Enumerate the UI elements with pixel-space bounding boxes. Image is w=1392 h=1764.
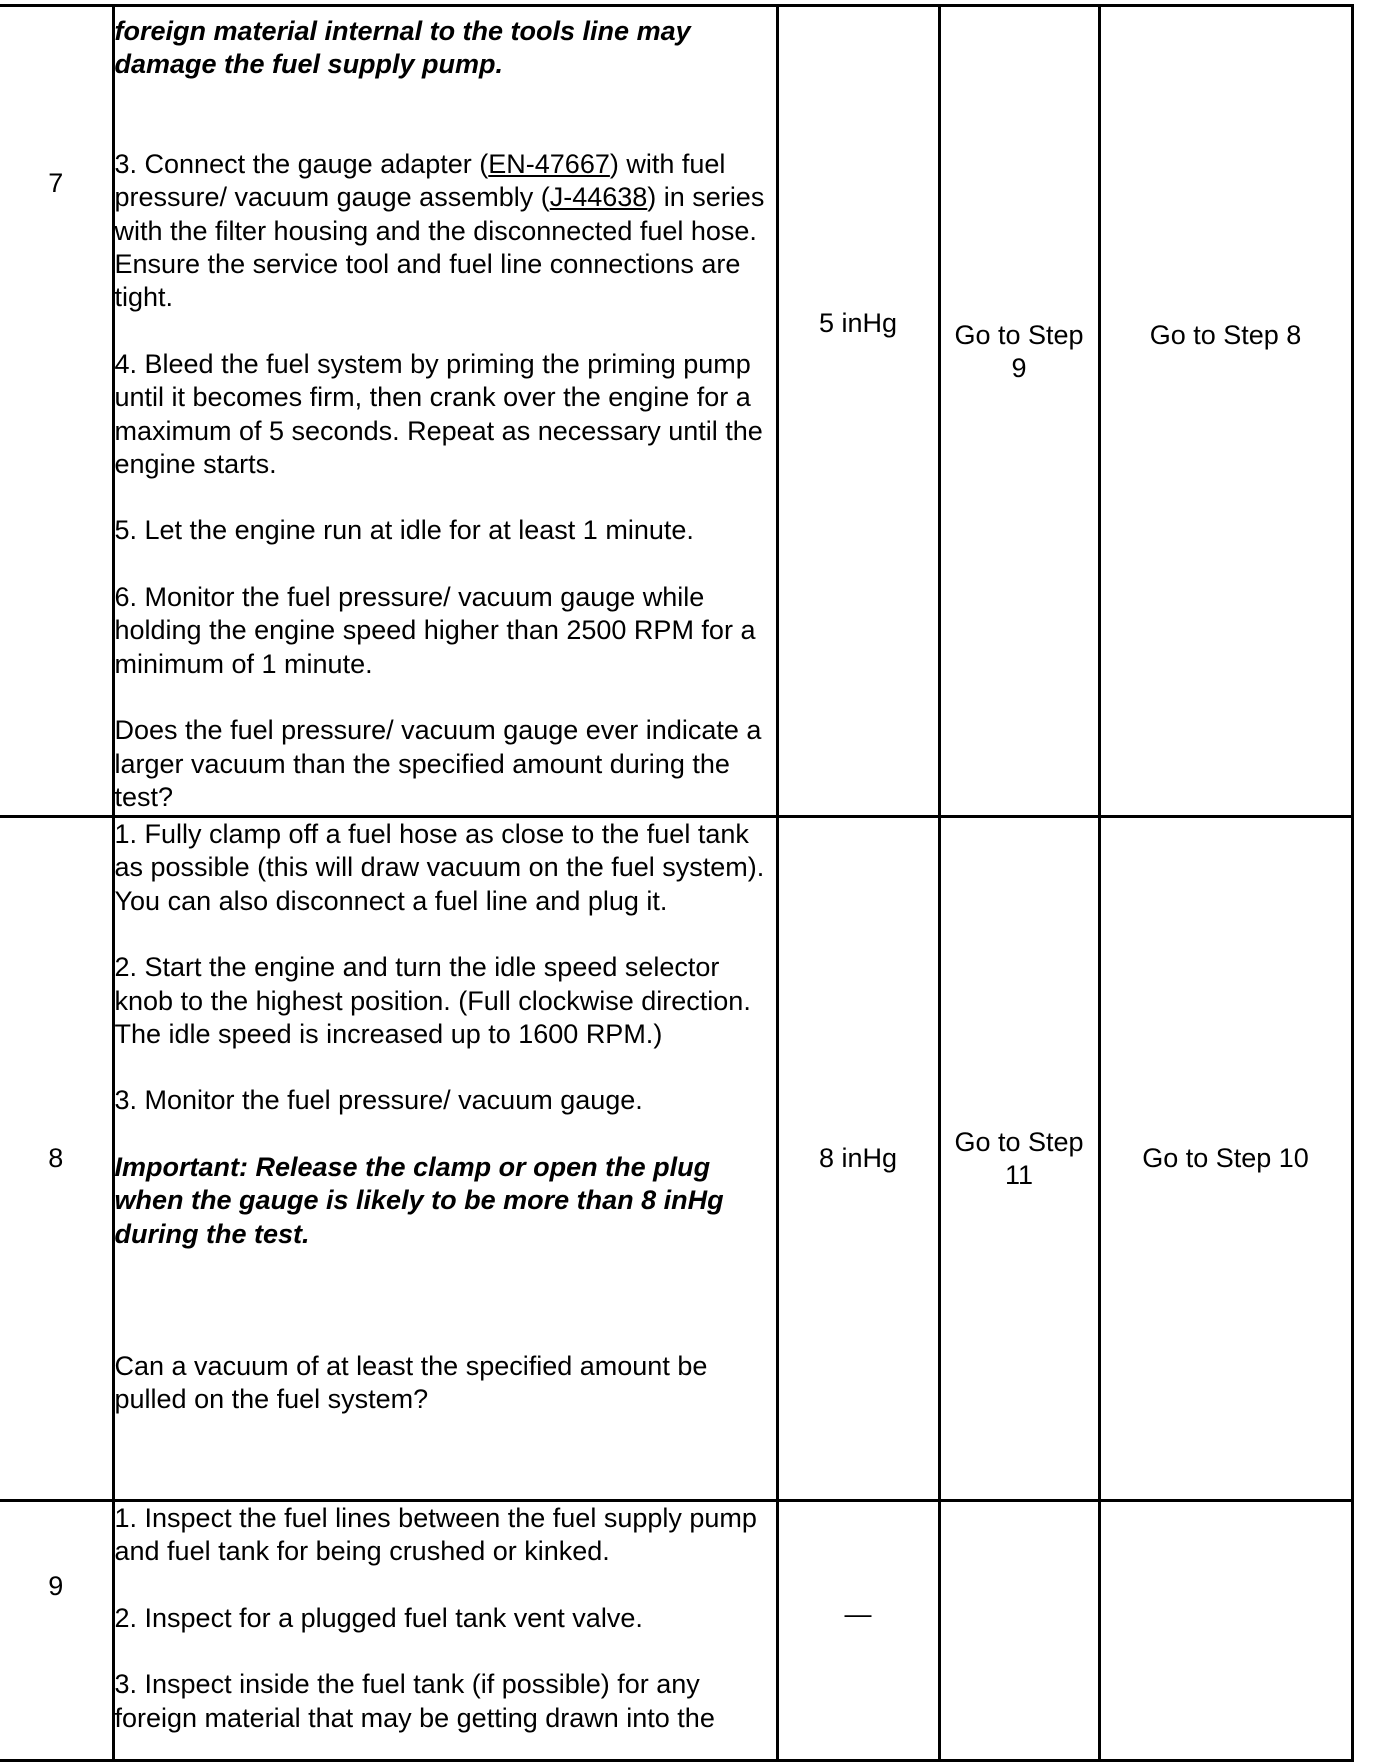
tool-link-j-44638[interactable]: J-44638 xyxy=(549,182,648,213)
action-item-4: 4. Bleed the fuel system by priming the priming pump until it becomes firm, then crank over the engine for a maximum of 5 seconds. Repeat as necessary until the engine starts. xyxy=(114,348,763,480)
value-cell xyxy=(777,6,939,817)
yes-action: Go to Step 11 xyxy=(954,1126,1084,1190)
diagnostic-table xyxy=(0,4,1354,1762)
no-cell xyxy=(1099,6,1352,817)
action-item-3: 3. Connect the gauge adapter (EN-47667) with fuel pressure/ vacuum gauge assembly (J-44638) in series with the filter housing and the disconnected fuel hose. Ensure the service tool and fuel line connections are tight. xyxy=(114,148,765,313)
action-item-3: 3. Inspect inside the fuel tank (if possible) for any foreign material that may be getting drawn into the xyxy=(114,1669,715,1733)
step-number-cell xyxy=(0,1501,113,1761)
important-note: Important: Release the clamp or open the plug when the gauge is likely to be more than 8 inHg during the test. xyxy=(114,1151,724,1249)
yes-cell xyxy=(939,817,1099,1501)
action-item-1: 1. Fully clamp off a fuel hose as close to the fuel tank as possible (this will draw vacuum on the fuel system). You can also disconnect a fuel line and plug it. xyxy=(114,819,765,916)
table-row-step-9 xyxy=(0,1501,1352,1761)
table-row-step-7 xyxy=(0,6,1352,817)
warning-text: foreign material internal to the tools line may damage the fuel supply pump. xyxy=(114,16,691,80)
action-item-3: 3. Monitor the fuel pressure/ vacuum gauge. xyxy=(114,1085,643,1116)
step-number-cell xyxy=(0,6,113,817)
step-number-cell xyxy=(0,817,113,1501)
action-cell xyxy=(113,6,777,817)
no-action: Go to Step 8 xyxy=(1149,320,1302,350)
no-action: Go to Step 10 xyxy=(1142,1143,1309,1173)
yes-action: Go to Step 9 xyxy=(954,320,1084,383)
yes-cell xyxy=(939,1501,1099,1761)
action-cell xyxy=(113,817,777,1501)
no-cell xyxy=(1099,1501,1352,1761)
table-row-step-8 xyxy=(0,817,1352,1501)
action-question: Does the fuel pressure/ vacuum gauge ever indicate a larger vacuum than the specified amount during the test? xyxy=(114,715,762,812)
no-cell xyxy=(1099,817,1352,1501)
value-text: 8 inHg xyxy=(818,1143,898,1173)
action-question: Can a vacuum of at least the specified amount be pulled on the fuel system? xyxy=(114,1351,708,1415)
action-cell xyxy=(113,1501,777,1761)
step-number: 9 xyxy=(48,1571,64,1601)
action-item-2: 2. Start the engine and turn the idle speed selector knob to the highest position. (Full clockwise direction. The idle speed is increased up to 1600 RPM.) xyxy=(114,952,751,1050)
value-cell xyxy=(777,1501,939,1761)
step-number: 7 xyxy=(48,168,64,198)
action-item-1: 1. Inspect the fuel lines between the fuel supply pump and fuel tank for being crushed or kinked. xyxy=(114,1503,757,1567)
action-item-6: 6. Monitor the fuel pressure/ vacuum gauge while holding the engine speed higher than 2500 RPM for a minimum of 1 minute. xyxy=(114,581,756,679)
value-cell xyxy=(777,817,939,1501)
step-number: 8 xyxy=(48,1143,64,1173)
action-item-2: 2. Inspect for a plugged fuel tank vent valve. xyxy=(114,1602,643,1633)
value-text: 5 inHg xyxy=(818,308,898,338)
action-item-5: 5. Let the engine run at idle for at least 1 minute. xyxy=(114,515,694,546)
tool-link-en-47667[interactable]: EN-47667 xyxy=(488,148,610,179)
value-text: — xyxy=(844,1599,872,1629)
yes-cell xyxy=(939,6,1099,817)
